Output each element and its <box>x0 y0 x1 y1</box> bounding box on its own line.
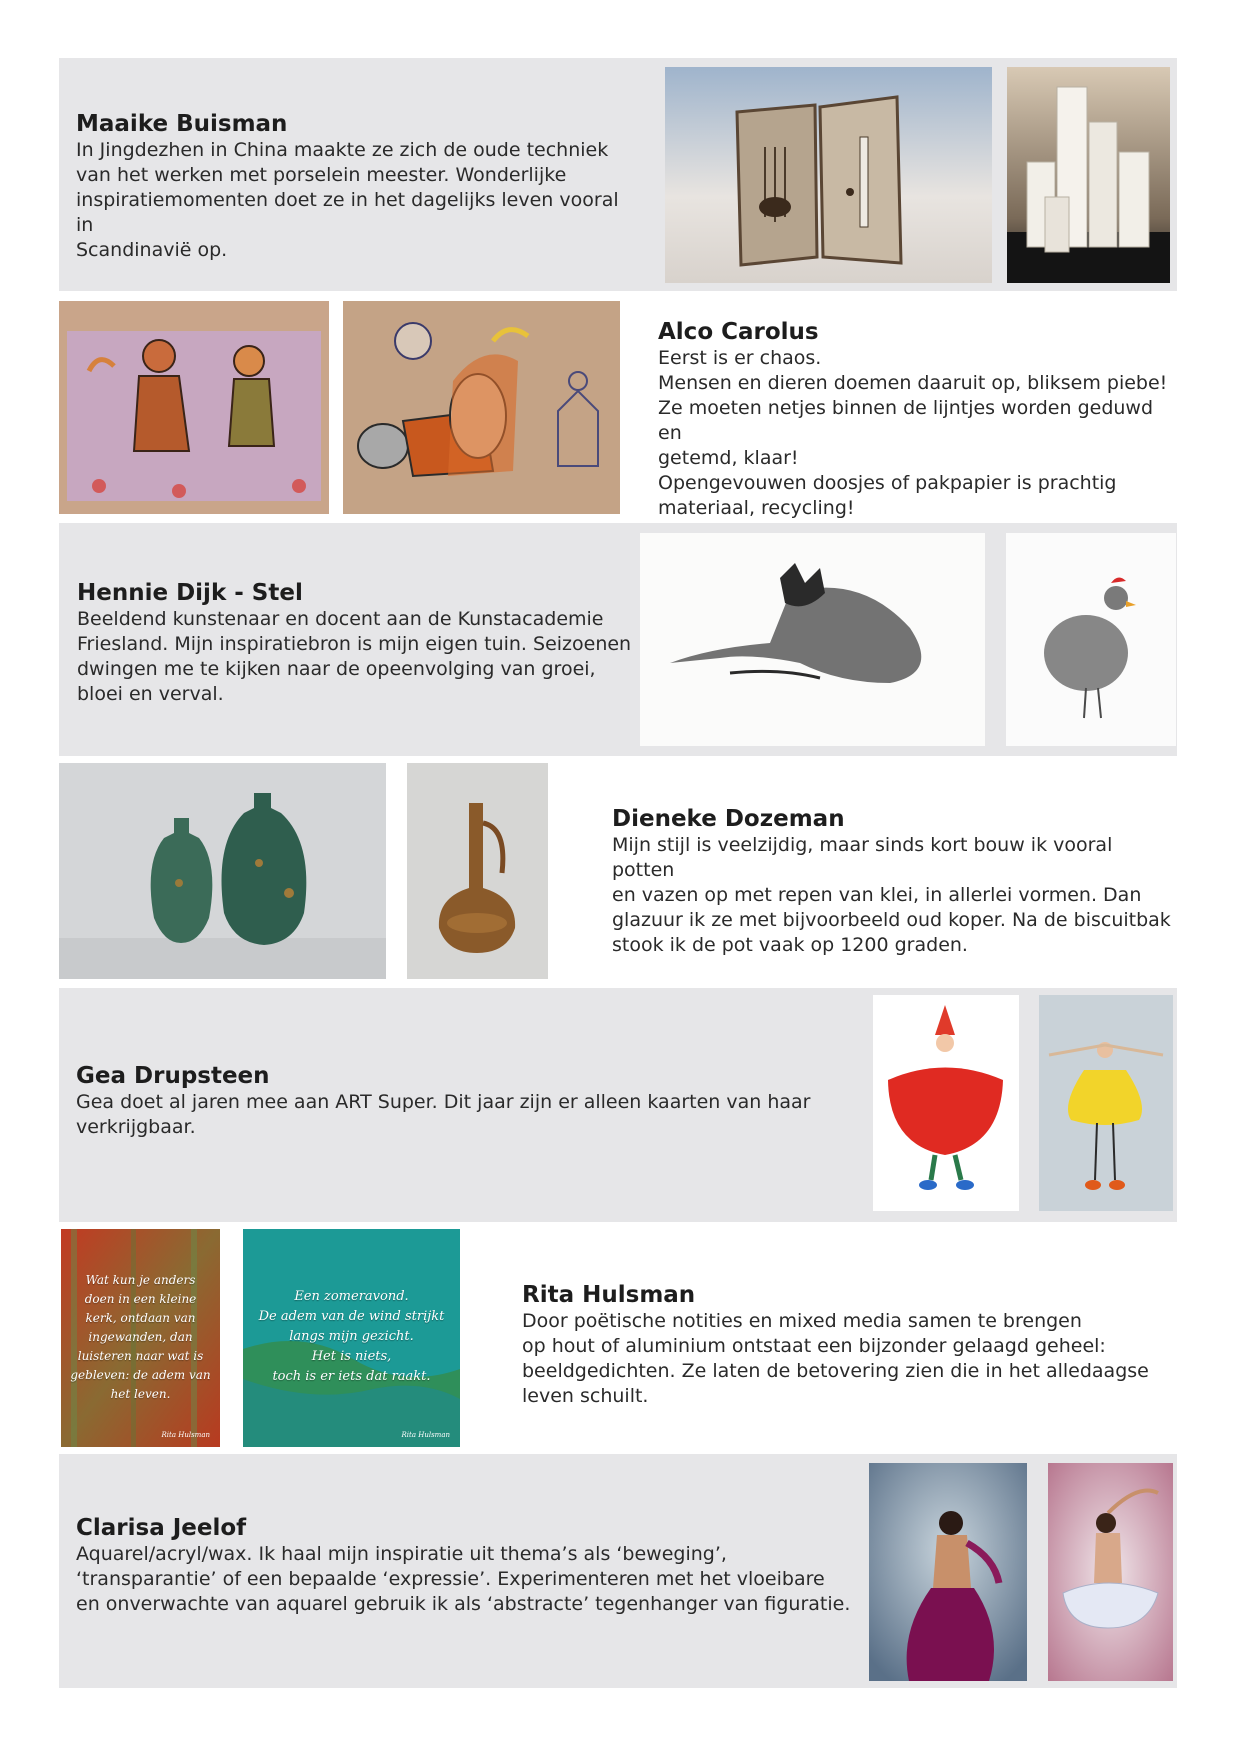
artwork-porcelain-book <box>665 67 992 283</box>
artist-name: Hennie Dijk - Stel <box>77 580 303 606</box>
artist-name: Alco Carolus <box>658 319 819 345</box>
signature: Rita Hulsman <box>401 1431 450 1439</box>
artwork-cardboard-figures <box>59 301 329 514</box>
artist-description: Mijn stijl is veelzijdig, maar sinds kort bouw ik vooral potten en vazen op met repen van klei, in allerlei vormen. Dan glazuur ik ze met bijvoorbeeld oud koper. Na de biscuitbak stook ik de pot vaak op 1200 graden. <box>612 834 1171 956</box>
artist-text-gea-drupsteen <box>76 1062 836 1140</box>
artwork-porcelain-cylinders <box>1007 67 1170 283</box>
artwork-green-vases <box>59 763 386 979</box>
artwork-cardboard-cow <box>343 301 620 514</box>
artist-text-rita-hulsman <box>522 1281 1177 1409</box>
artist-name: Dieneke Dozeman <box>612 806 845 832</box>
artist-name: Clarisa Jeelof <box>76 1515 247 1541</box>
artist-description: Gea doet al jaren mee aan ART Super. Dit jaar zijn er alleen kaarten van haar verkrijgbaar. <box>76 1091 811 1138</box>
poem-text: Wat kun je anders doen in een kleine kerk, ontdaan van ingewanden, dan luisteren naar wat is gebleven: de adem van het leven. <box>70 1273 211 1401</box>
artist-text-alco-carolus <box>658 318 1178 521</box>
artist-description: In Jingdezhen in China maakte ze zich de oude techniek van het werken met porselein meester. Wonderlijke inspiratiemomenten doet ze in het dagelijks leven vooral in Scandinavië op. <box>76 139 619 261</box>
artist-text-dieneke-dozeman <box>612 805 1177 958</box>
artwork-card-yellow-dress <box>1039 995 1173 1211</box>
artist-text-clarisa-jeelof <box>76 1514 866 1617</box>
artwork-ink-chicken <box>1006 533 1176 746</box>
artwork-watercolor-ballerina <box>1048 1463 1173 1681</box>
artwork-copper-jug <box>407 763 548 979</box>
artist-description: Eerst is er chaos. Mensen en dieren doemen daaruit op, bliksem piebe! Ze moeten netjes binnen de lijntjes worden geduwd en getemd, klaar! Opengevouwen doosjes of pakpapier is prachtig materiaal, recycling! <box>658 347 1168 519</box>
artist-name: Gea Drupsteen <box>76 1063 270 1089</box>
artwork-card-red-dress <box>873 995 1019 1211</box>
artwork-ink-cat <box>640 533 985 746</box>
artist-description: Beeldend kunstenaar en docent aan de Kunstacademie Friesland. Mijn inspiratiebron is mijn eigen tuin. Seizoenen dwingen me te kijken naar de opeenvolging van groei, bloei en verval. <box>77 608 632 705</box>
artist-text-maaike-buisman <box>76 110 636 263</box>
artwork-watercolor-flamenco <box>869 1463 1027 1681</box>
artist-name: Maaike Buisman <box>76 111 288 137</box>
poem-text: Een zomeravond. De adem van de wind strijkt langs mijn gezicht. Het is niets, toch is er iets dat raakt. <box>258 1289 445 1384</box>
signature: Rita Hulsman <box>161 1431 210 1439</box>
artist-name: Rita Hulsman <box>522 1282 696 1308</box>
artist-description: Door poëtische notities en mixed media samen te brengen op hout of aluminium ontstaat een bijzonder gelaagd geheel: beeldgedichten. Ze laten de betovering zien die in het alledaagse leven schuilt. <box>522 1310 1149 1407</box>
artist-text-hennie-dijk-stel <box>77 579 637 707</box>
artwork-poem-panel-red <box>61 1229 220 1447</box>
artwork-poem-panel-teal <box>243 1229 460 1447</box>
artist-description: Aquarel/acryl/wax. Ik haal mijn inspiratie uit thema’s als ‘beweging’, ‘transparantie’ of een bepaalde ‘expressie’. Experimenteren met het vloeibare en onverwachte van aquarel gebruik ik als ‘abstracte’ tegenhanger van figuratie. <box>76 1543 851 1615</box>
